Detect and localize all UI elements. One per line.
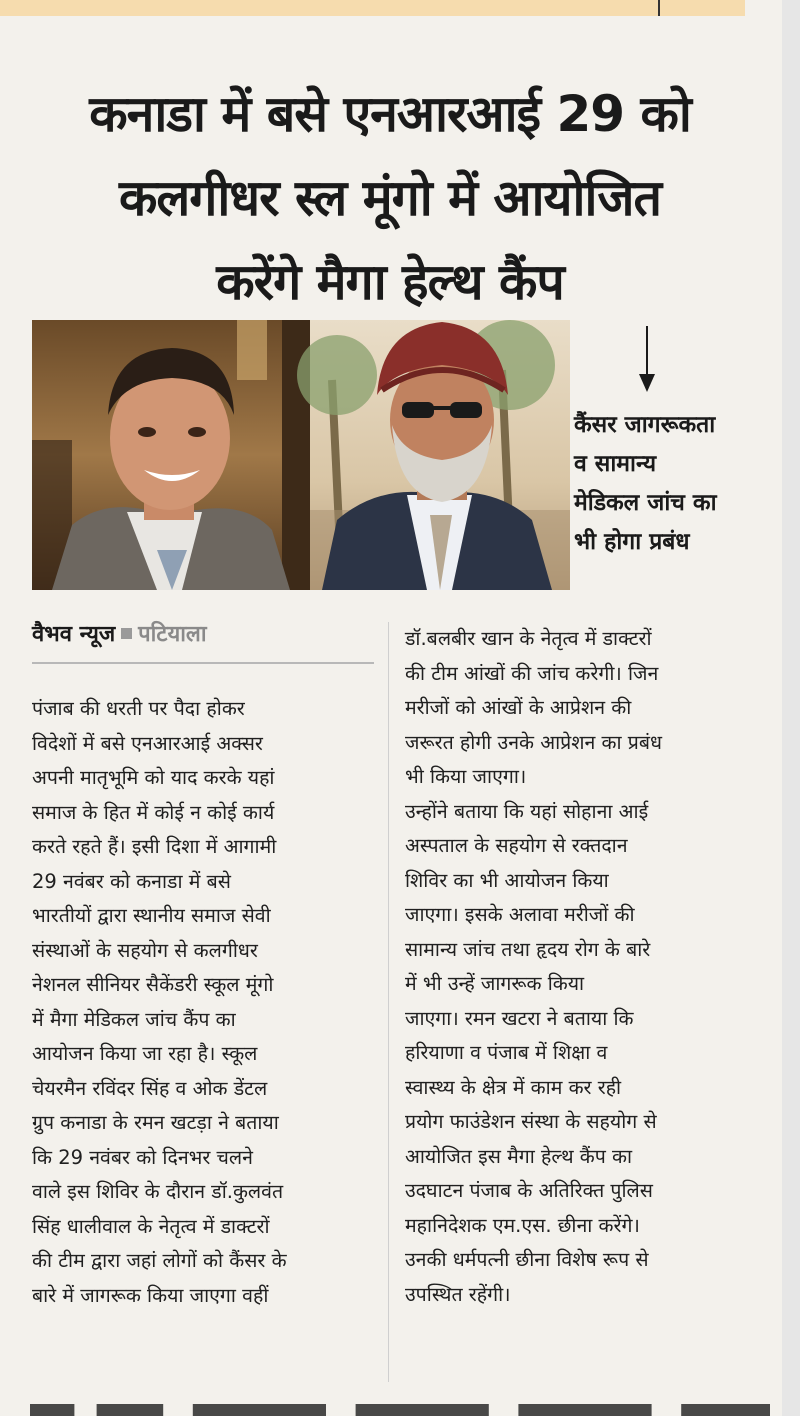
news-photo-illustration [32, 320, 570, 590]
article-line: भी किया जाएगा। [405, 765, 527, 788]
article-line: अपनी मातृभूमि को याद करके यहां [32, 766, 275, 789]
square-bullet-icon [121, 628, 132, 639]
article-line: ग्रुप कनाडा के रमन खटड़ा ने बताया [32, 1111, 279, 1134]
article-line: शिविर का भी आयोजन किया [405, 868, 609, 892]
article-line: विदेशों में बसे एनआरआई अक्सर [32, 731, 263, 755]
byline-city: पटियाला [138, 622, 207, 647]
top-band [0, 0, 745, 16]
article-line: हरियाणा व पंजाब में शिक्षा व [405, 1041, 608, 1064]
photo-caption [574, 406, 774, 562]
next-headline-cutoff [30, 1400, 770, 1416]
page-edge-strip [782, 0, 800, 1416]
article-line: चेयरमैन रविंदर सिंह व ओक डेंटल [32, 1076, 268, 1100]
article-line: समाज के हित में कोई न कोई कार्य [32, 800, 275, 824]
article-line: सिंह धालीवाल के नेतृत्व में डाक्टरों [32, 1214, 270, 1238]
article-line: में भी उन्हें जागरूक किया [405, 972, 585, 995]
byline-source: वैभव न्यूज [32, 622, 116, 647]
article-line: में मैगा मेडिकल जांच कैंप का [32, 1007, 236, 1031]
article-line: डॉ.बलबीर खान के नेतृत्व में डाक्टरों [405, 627, 652, 650]
article-line: करते रहते हैं। इसी दिशा में आगामी [32, 835, 277, 858]
headline [20, 72, 760, 324]
article-line: नेशनल सीनियर सैकेंडरी स्कूल मूंगो [32, 973, 274, 996]
article-line: पंजाब की धरती पर पैदा होकर [32, 697, 245, 720]
article-line: सामान्य जांच तथा हृदय रोग के बारे [405, 937, 651, 961]
caption-line: कैंसर जागरूकता [574, 412, 716, 438]
article-line: संस्थाओं के सहयोग से कलगीधर [32, 938, 258, 962]
article-line: जाएगा। इसके अलावा मरीजों की [405, 903, 635, 926]
article-line: भारतीयों द्वारा स्थानीय समाज सेवी [32, 904, 271, 927]
article-left-column [32, 692, 377, 1313]
headline-line: कलगीधर स्ल मूंगो में आयोजित [118, 169, 662, 227]
article-line: महानिदेशक एम.एस. छीना करेंगे। [405, 1213, 640, 1237]
caption-line: भी होगा प्रबंध [574, 529, 690, 555]
news-photo [32, 320, 570, 590]
article-line: मरीजों को आंखों के आप्रेशन की [405, 696, 632, 719]
arrow-down-icon [636, 326, 658, 394]
article-line: उन्होंने बताया कि यहां सोहाना आई [405, 799, 649, 823]
headline-line: कनाडा में बसे एनआरआई 29 को [89, 85, 691, 143]
article-line: की टीम द्वारा जहां लोगों को कैंसर के [32, 1249, 287, 1272]
caption-line: व सामान्य [574, 451, 657, 477]
article-line: आयोजन किया जा रहा है। स्कूल [32, 1042, 258, 1065]
article-line: वाले इस शिविर के दौरान डॉ.कुलवंत [32, 1180, 284, 1203]
article-line: कि 29 नवंबर को दिनभर चलने [32, 1145, 253, 1169]
article-line: 29 नवंबर को कनाडा में बसे [32, 869, 231, 893]
article-line: जाएगा। रमन खटरा ने बताया कि [405, 1006, 634, 1030]
article-line: उनकी धर्मपत्नी छीना विशेष रूप से [405, 1248, 649, 1271]
headline-line: करेंगे मैगा हेल्थ कैंप [216, 253, 564, 311]
caption-line: मेडिकल जांच का [574, 490, 717, 516]
top-band-divider [658, 0, 660, 16]
article-line: स्वास्थ्य के क्षेत्र में काम कर रही [405, 1075, 622, 1099]
article-line: उदघाटन पंजाब के अतिरिक्त पुलिस [405, 1179, 653, 1202]
article-line: बारे में जागरूक किया जाएगा वहीं [32, 1283, 269, 1307]
article-line: आयोजित इस मैगा हेल्थ कैंप का [405, 1144, 633, 1168]
article-right-column [405, 622, 745, 1312]
column-divider [388, 622, 389, 1382]
article-line: अस्पताल के सहयोग से रक्तदान [405, 834, 628, 857]
article-line: की टीम आंखों की जांच करेगी। जिन [405, 661, 659, 685]
article-line: जरूरत होगी उनके आप्रेशन का प्रबंध [405, 730, 662, 754]
article-line: उपस्थित रहेंगी। [405, 1282, 511, 1306]
byline-divider [32, 662, 374, 664]
byline [32, 618, 392, 652]
article-line: प्रयोग फाउंडेशन संस्था के सहयोग से [405, 1110, 657, 1133]
